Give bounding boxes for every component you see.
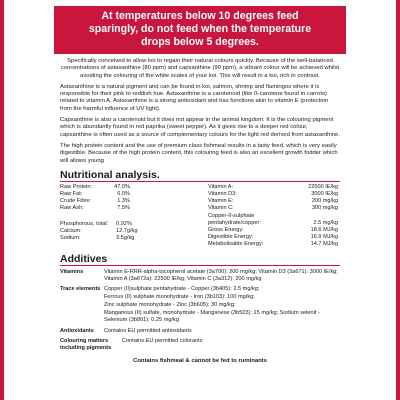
additives-title: Additives <box>60 252 108 265</box>
nutrition-row <box>208 234 340 241</box>
nutrition-row <box>208 241 340 248</box>
additive-label: Colouring matters including pigments <box>60 337 112 351</box>
nutrition-value: 3.5g/kg <box>116 235 135 242</box>
nutrition-row <box>208 213 340 227</box>
additive-label: Vitamins <box>60 268 84 275</box>
left-border-bar <box>0 0 4 400</box>
astaxanthin-paragraph: Astaxanthine is a natural pigment and can be found in koi, salmon, shrimp and flamingos where it is responsible for their pink to reddish hue. Astaxanthine is a carotenoid (like ß-carotene found in carrots) related to vitamin A. Astaxanthine is a strong antioxidant and has functions akin to vitamin E (protection from the harmful influence of UV light). <box>60 83 329 112</box>
nutrition-value: 22500 IE/kg <box>308 183 338 190</box>
nutrition-label: Gross Energy: <box>208 227 244 234</box>
nutrition-label: Phosphorous, total: <box>60 220 109 227</box>
temperature-warning-header <box>54 6 346 54</box>
nutrition-label: Crude Fibre: <box>60 198 92 205</box>
nutrition-row <box>60 184 208 191</box>
nutrition-spacer <box>60 213 208 221</box>
nutrition-value: 6.0% <box>117 191 130 198</box>
right-border-bar <box>396 0 400 400</box>
nutrition-row <box>60 205 208 212</box>
additive-text: Contains EU permitted colorants <box>122 337 203 344</box>
trace-line: Zinc sulphate monohydrate - Zinc (3b605): 30 mg/kg; <box>104 301 236 308</box>
warning-line-1: At temperatures below 10 degrees feed <box>101 10 299 22</box>
nutrition-value: 47.0% <box>114 183 130 190</box>
nutrition-row <box>60 198 208 205</box>
ruminant-warning: Contains fishmeal & cannot be fed to ruminants <box>133 357 267 364</box>
nutrition-value: 0.92% <box>116 220 132 227</box>
nutrition-value: 18.6 MJ/kg <box>310 227 338 234</box>
warning-line-3: drops below 5 degrees. <box>141 36 259 48</box>
nutrition-row <box>60 228 208 235</box>
nutrition-row <box>60 221 208 228</box>
nutrition-table <box>54 182 346 249</box>
nutrition-label: Vitamin C: <box>208 205 234 212</box>
trace-line: Manganous (II) sulfate, monohydrate - Manganese (3b503): 15 mg/kg; Sodium selenit - Selenium (3b801): 0.25 mg/kg <box>104 309 320 323</box>
nutrition-label: Raw Protein: <box>60 183 93 190</box>
additive-row-antioxidants <box>54 328 346 335</box>
nutrition-row <box>60 235 208 242</box>
nutrition-row <box>60 191 208 198</box>
additive-row-trace-elements <box>54 286 346 325</box>
nutrition-label: Calcium: <box>60 227 82 234</box>
nutrition-right-column <box>208 184 340 249</box>
nutrition-value: 300 mg/kg <box>311 205 338 212</box>
capsanthine-paragraph: Capsanthine is also a carotenoid but it does not appear in the animal kingdom. It is the colouring pigment which is abundantly found in red paprika (sweet pepper). As it gives rise to a deeper red colour, capsanthine is often used as a source of complementary colours for the light red derived from astaxanthine. <box>60 117 340 138</box>
nutrition-value: 3000 IE/kg <box>311 191 338 198</box>
nutrition-label: Vitamin D3: <box>208 191 237 198</box>
nutrition-left-column <box>60 184 208 249</box>
nutrition-row <box>208 184 340 191</box>
nutrition-label: Sodium: <box>60 235 81 242</box>
nutrition-title: Nutritional analysis. <box>60 168 160 181</box>
nutrition-value: 14.7 MJ/kg <box>310 241 338 248</box>
nutrition-label: Vitamin E: <box>208 198 234 205</box>
nutrition-row <box>208 191 340 198</box>
nutrition-row <box>208 205 340 212</box>
trace-line: Ferrous (II) sulphate monohydrate - Iron (3b103): 100 mg/kg; <box>104 293 255 300</box>
additive-label: Antioxidants <box>60 327 94 334</box>
nutrition-row <box>208 198 340 205</box>
additives-divider <box>60 265 340 266</box>
nutrition-label: Vitamin A: <box>208 183 234 190</box>
nutrition-value: 1.3% <box>117 198 130 205</box>
protein-paragraph: The high protein content and the use of premium class fishmeal results in a tasty feed, which is very easily digestible. Because of the high protein content, this colouring feed is also an excellent growth fodder which will allows young <box>60 142 338 164</box>
nutrition-row <box>208 227 340 234</box>
product-info-panel <box>54 6 346 394</box>
additive-label: Trace elements <box>60 285 101 292</box>
nutrition-label: Copper-II-sulphate pentahydrate/copper: <box>208 212 261 226</box>
additive-text <box>104 286 340 325</box>
trace-line: Copper (II)sulphate pentahydrate - Copper (3b405): 2.5 mg/kg; <box>104 285 260 292</box>
nutrition-label: Metabolisable Energy: <box>208 241 264 248</box>
nutrition-value: 7.5% <box>117 205 130 212</box>
nutrition-value: 2.5 mg/kg <box>313 219 338 226</box>
nutrition-value: 200 mg/kg <box>311 198 338 205</box>
nutrition-label: Digestible Energy: <box>208 234 254 241</box>
additive-row-colouring <box>54 338 346 352</box>
nutrition-value: 16.9 MJ/kg <box>310 234 338 241</box>
additive-text: Vitamin E-RRR-alpha-tocopherol acetate (3a700): 200 mg/kg; Vitamin D3 (3a671): 3000 IE/kg; Vitamin A (3a672a): 22500 IE/kg; Vitamin C (3a312): 200 mg/kg <box>104 268 338 282</box>
intro-paragraph: Specifically conceived to allow koi to regain their natural colours quickly. Because of the well-balanced concentrations of astaxanthine (80 ppm) and capsanthine (90 ppm), a vibrant colour will be achieved whilst avoiding the colouring of the white scales of your koi. This will result in a koi, rich in contrast. <box>60 58 340 79</box>
additive-row-vitamins <box>54 269 346 283</box>
nutrition-label: Raw Ash: <box>60 205 84 212</box>
warning-line-2: sparingly, do not feed when the temperature <box>88 23 312 35</box>
additive-text: Contains EU permitted antioxidants <box>104 327 192 334</box>
nutrition-value: 12.7g/kg <box>116 227 138 234</box>
nutrition-label: Raw Fat: <box>60 191 83 198</box>
